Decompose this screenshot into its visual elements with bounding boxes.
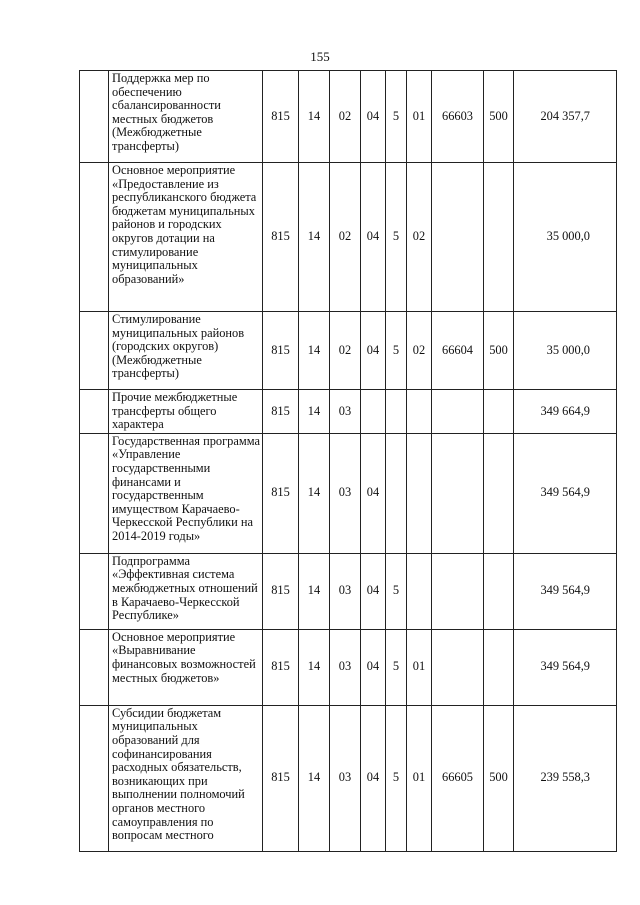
ministry-code: 815	[263, 553, 299, 629]
direction-code	[432, 629, 484, 705]
section-code: 14	[299, 312, 330, 390]
section-code: 14	[299, 71, 330, 163]
row-name: Субсидии бюджетам муниципальных образований для софинансирования расходных обязательств, возникающих при выполнении полномочий органов местного самоуправления по вопросам местного	[109, 705, 263, 851]
blank-cell	[80, 705, 109, 851]
expense-type-code	[484, 553, 514, 629]
sum-value: 349 564,9	[514, 433, 617, 553]
subprogram-code: 5	[386, 312, 407, 390]
subsection-code: 03	[330, 433, 361, 553]
row-name: Поддержка мер по обеспечению сбалансированности местных бюджетов (Межбюджетные трансферты)	[109, 71, 263, 163]
row-name: Стимулирование муниципальных районов (городских округов) (Межбюджетные трансферты)	[109, 312, 263, 390]
program-code: 04	[361, 553, 386, 629]
subsection-code: 03	[330, 390, 361, 434]
direction-code: 66605	[432, 705, 484, 851]
table-body	[80, 71, 617, 852]
activity-code: 01	[407, 71, 432, 163]
program-code: 04	[361, 71, 386, 163]
budget-table	[79, 70, 617, 852]
section-code: 14	[299, 705, 330, 851]
row-name: Государственная программа «Управление государственными финансами и государственным имуществом Карачаево-Черкесской Республики на 2014-2019 годы»	[109, 433, 263, 553]
sum-value: 349 564,9	[514, 553, 617, 629]
table-row	[80, 163, 617, 312]
row-name: Основное мероприятие «Предоставление из республиканского бюджета бюджетам муниципальных районов и городских округов дотации на стимулирование муниципальных образований»	[109, 163, 263, 312]
program-code: 04	[361, 705, 386, 851]
activity-code	[407, 390, 432, 434]
blank-cell	[80, 629, 109, 705]
ministry-code: 815	[263, 390, 299, 434]
activity-code: 01	[407, 705, 432, 851]
program-code: 04	[361, 629, 386, 705]
section-code: 14	[299, 553, 330, 629]
direction-code	[432, 390, 484, 434]
table-row	[80, 71, 617, 163]
section-code: 14	[299, 433, 330, 553]
sum-value: 239 558,3	[514, 705, 617, 851]
direction-code	[432, 553, 484, 629]
program-code	[361, 390, 386, 434]
activity-code: 01	[407, 629, 432, 705]
subprogram-code: 5	[386, 163, 407, 312]
table-row	[80, 433, 617, 553]
table-row	[80, 629, 617, 705]
activity-code	[407, 553, 432, 629]
ministry-code: 815	[263, 71, 299, 163]
subsection-code: 03	[330, 705, 361, 851]
sum-value: 349 564,9	[514, 629, 617, 705]
activity-code: 02	[407, 163, 432, 312]
table-row	[80, 312, 617, 390]
table-row	[80, 390, 617, 434]
row-name: Прочие межбюджетные трансферты общего характера	[109, 390, 263, 434]
row-name: Подпрограмма «Эффективная система межбюджетных отношений в Карачаево-Черкесской Республике»	[109, 553, 263, 629]
section-code: 14	[299, 163, 330, 312]
program-code: 04	[361, 433, 386, 553]
direction-code	[432, 163, 484, 312]
subprogram-code	[386, 433, 407, 553]
subprogram-code	[386, 390, 407, 434]
subsection-code: 03	[330, 553, 361, 629]
sum-value: 35 000,0	[514, 312, 617, 390]
row-name: Основное мероприятие «Выравнивание финансовых возможностей местных бюджетов»	[109, 629, 263, 705]
expense-type-code: 500	[484, 705, 514, 851]
section-code: 14	[299, 390, 330, 434]
blank-cell	[80, 390, 109, 434]
ministry-code: 815	[263, 433, 299, 553]
page-number: 155	[310, 49, 330, 64]
direction-code	[432, 433, 484, 553]
program-code: 04	[361, 163, 386, 312]
section-code: 14	[299, 629, 330, 705]
activity-code: 02	[407, 312, 432, 390]
direction-code: 66603	[432, 71, 484, 163]
program-code: 04	[361, 312, 386, 390]
subprogram-code: 5	[386, 553, 407, 629]
blank-cell	[80, 553, 109, 629]
table-row	[80, 553, 617, 629]
subprogram-code: 5	[386, 705, 407, 851]
subprogram-code: 5	[386, 71, 407, 163]
blank-cell	[80, 163, 109, 312]
ministry-code: 815	[263, 705, 299, 851]
subsection-code: 02	[330, 163, 361, 312]
expense-type-code: 500	[484, 71, 514, 163]
ministry-code: 815	[263, 312, 299, 390]
expense-type-code: 500	[484, 312, 514, 390]
sum-value: 349 664,9	[514, 390, 617, 434]
expense-type-code	[484, 390, 514, 434]
sum-value: 204 357,7	[514, 71, 617, 163]
subprogram-code: 5	[386, 629, 407, 705]
sum-value: 35 000,0	[514, 163, 617, 312]
expense-type-code	[484, 629, 514, 705]
blank-cell	[80, 312, 109, 390]
subsection-code: 02	[330, 312, 361, 390]
ministry-code: 815	[263, 629, 299, 705]
ministry-code: 815	[263, 163, 299, 312]
table-row	[80, 705, 617, 851]
activity-code	[407, 433, 432, 553]
blank-cell	[80, 71, 109, 163]
subsection-code: 02	[330, 71, 361, 163]
expense-type-code	[484, 163, 514, 312]
subsection-code: 03	[330, 629, 361, 705]
blank-cell	[80, 433, 109, 553]
expense-type-code	[484, 433, 514, 553]
direction-code: 66604	[432, 312, 484, 390]
